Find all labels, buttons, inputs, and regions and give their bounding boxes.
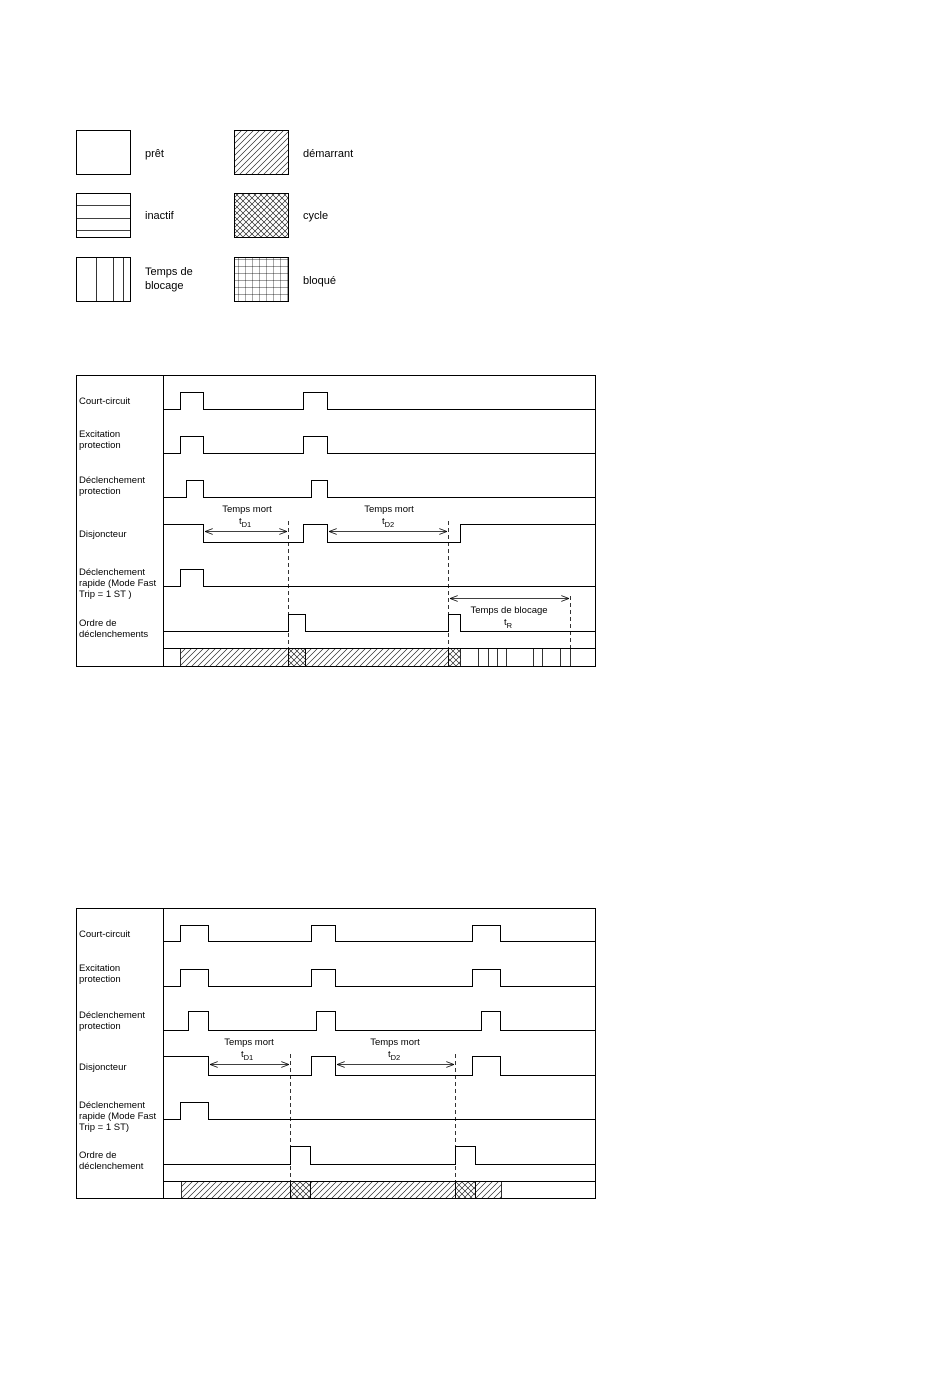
legend-swatch-blocked	[235, 258, 289, 302]
d2-wave-excitation	[164, 970, 596, 987]
d2-wave-court-circuit	[164, 926, 596, 942]
d2-wave-disjoncteur	[164, 1057, 596, 1076]
legend-label-ready: prêt	[145, 148, 164, 160]
d2-wave-fast-trip	[164, 1103, 596, 1120]
d2-annotation-tD1	[210, 1037, 289, 1065]
d1-wave-declenchement	[164, 481, 596, 498]
legend-label-starting: démarrant	[303, 148, 354, 160]
timing-diagram-2	[77, 909, 596, 1199]
d2-wave-ordre	[164, 1147, 596, 1165]
d2-wave-declenchement	[164, 1012, 596, 1031]
svg-text:tR: $t_R$	[504, 617, 513, 630]
svg-text:tD2: $t_{D2}$	[382, 516, 395, 529]
d2-label-declenchement-protection: Déclenchement protection	[79, 1010, 146, 1032]
d1-state-bar	[181, 649, 571, 667]
timing-diagram-1	[77, 376, 596, 667]
d1-wave-disjoncteur	[164, 525, 596, 543]
svg-text:Temps mort: Temps mort	[370, 1037, 420, 1048]
legend	[77, 131, 354, 302]
d2-label-court-circuit: Court-circuit	[79, 929, 131, 940]
legend-label-cycle: cycle	[303, 210, 329, 222]
svg-text:Temps mort: Temps mort	[222, 504, 272, 515]
d1-label-excitation: Excitation protection	[79, 429, 121, 451]
legend-swatch-ready	[77, 131, 131, 175]
legend-swatch-cycle	[235, 194, 289, 238]
svg-text:tD2: $t_{D2}$	[388, 1049, 401, 1062]
d2-label-fast-trip: Déclenchement rapide (Mode Fast Trip = 1 ST)	[79, 1100, 157, 1133]
svg-text:Temps de blocage: Temps de blocage	[470, 605, 548, 616]
d2-label-ordre: Ordre de déclenchement	[79, 1150, 144, 1172]
d1-label-disjoncteur: Disjoncteur	[79, 529, 127, 540]
svg-text:tD1: $t_{D1}$	[241, 1049, 254, 1062]
legend-swatch-starting	[235, 131, 289, 175]
legend-swatch-blocking	[77, 258, 131, 302]
legend-label-blocked: bloqué	[303, 275, 337, 287]
d1-wave-court-circuit	[164, 393, 596, 410]
d1-wave-ordre	[164, 615, 596, 632]
d1-annotation-tR	[450, 599, 569, 631]
legend-label-inactive: inactif	[145, 210, 174, 222]
d2-label-disjoncteur: Disjoncteur	[79, 1062, 127, 1073]
d2-annotation-tD2	[337, 1037, 454, 1065]
d1-annotation-tD1	[205, 504, 287, 532]
svg-text:Temps mort: Temps mort	[364, 504, 414, 515]
d1-wave-fast-trip	[164, 570, 596, 587]
d2-label-excitation: Excitation protection	[79, 963, 121, 985]
d1-annotation-tD2	[329, 504, 447, 532]
svg-text:tD1: $t_{D1}$	[239, 516, 252, 529]
legend-label-blocking: Temps de blocage	[145, 266, 193, 292]
d1-label-declenchement-protection: Déclenchement protection	[79, 475, 146, 497]
svg-text:Temps mort: Temps mort	[224, 1037, 274, 1048]
d1-label-ordre: Ordre de déclenchements	[79, 618, 149, 640]
legend-swatch-inactive	[77, 194, 131, 238]
d2-state-bar	[182, 1182, 502, 1199]
d1-wave-excitation	[164, 437, 596, 454]
d1-label-fast-trip: Déclenchement rapide (Mode Fast Trip = 1 ST )	[79, 567, 157, 600]
d1-label-court-circuit: Court-circuit	[79, 396, 131, 407]
